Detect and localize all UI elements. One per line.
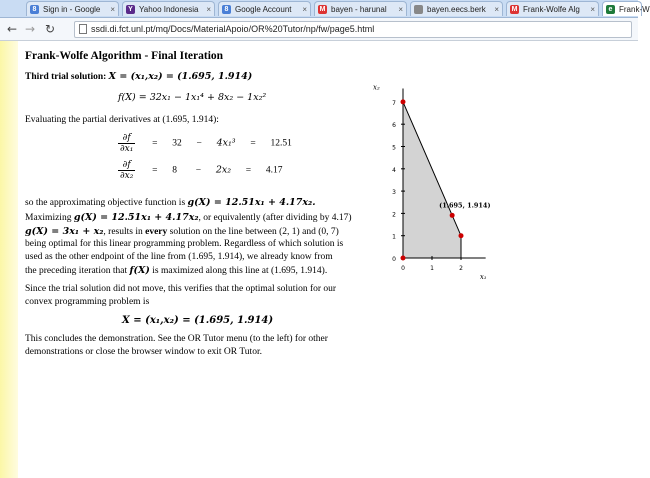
approx-text: so the approximating objective function is (25, 198, 188, 208)
tab-label: bayen - harunal (331, 5, 387, 14)
optimal-solution: X = (x₁,x₂) = (1.695, 1.914) (122, 315, 274, 326)
partial-derivative-x2 (118, 160, 283, 181)
browser-tab[interactable] (410, 1, 503, 16)
text: is maximized along this line at (1.695, 1.914). (149, 266, 328, 276)
minus-sign: − (195, 165, 202, 176)
equals-sign: = (245, 165, 252, 176)
x-tick-label: 1 (430, 265, 434, 272)
approx-objective-line (25, 197, 316, 208)
equals-sign: = (250, 138, 256, 149)
third-trial-line (25, 71, 252, 82)
reload-icon[interactable]: ↻ (44, 22, 56, 36)
page-icon (79, 24, 87, 34)
x-tick-label: 0 (401, 265, 405, 272)
google-icon: 8 (222, 5, 231, 14)
term-constant: 32 (172, 138, 182, 149)
browser-tab[interactable] (602, 1, 650, 16)
partial-derivative-x1 (118, 133, 292, 154)
derivative-result: 4.17 (265, 165, 283, 176)
expr: g(X) = 12.51x₁ + 4.17x₂ (73, 212, 199, 223)
left-frame-strip (0, 41, 18, 478)
conclusion-line-2: demonstrations or close the browser window to exit OR Tutor. (25, 347, 262, 357)
text: , or equivalently (after dividing by 4.17) (198, 213, 352, 223)
gmail-icon: M (319, 6, 326, 13)
solution-point (401, 256, 406, 261)
fraction-numerator: ∂f (118, 133, 135, 144)
solution-point (401, 99, 406, 104)
text: , results in (103, 227, 146, 237)
since-line-1: Since the trial solution did not move, this verifies that the optimal solution for our (25, 284, 337, 294)
close-tab-icon[interactable]: × (206, 5, 211, 14)
close-tab-icon[interactable]: × (590, 5, 595, 14)
derivative-result: 12.51 (270, 138, 292, 149)
y-tick-label: 7 (392, 99, 396, 107)
fraction-denominator: ∂x₂ (120, 171, 134, 181)
maximizing-line-5 (25, 265, 327, 276)
derivative-fraction (118, 160, 135, 181)
close-tab-icon[interactable]: × (398, 5, 403, 14)
fraction-denominator: ∂x₁ (120, 144, 134, 154)
maximizing-line-2 (25, 226, 339, 237)
equals-sign: = (152, 165, 158, 176)
document-icon (414, 5, 423, 14)
x-axis-label: x₁ (479, 273, 487, 281)
y-tick-label: 6 (392, 122, 396, 130)
x-tick-label: 2 (459, 265, 463, 272)
maximizing-line-3: being optimal for this linear programming problem. Regardless of which solution is (25, 239, 344, 249)
y-axis-label: x₂ (373, 83, 380, 92)
excel-icon: e (606, 5, 615, 14)
solution-point (459, 233, 464, 238)
bold-word: every (145, 227, 168, 237)
y-tick-label: 0 (392, 256, 396, 263)
solution-point (450, 213, 455, 218)
close-tab-icon[interactable]: × (494, 5, 499, 14)
address-bar (0, 18, 638, 41)
browser-tab[interactable] (218, 1, 311, 16)
feasible-region-graph (360, 80, 500, 290)
derivative-fraction (118, 133, 135, 154)
point-label: (1.695, 1.914) (439, 201, 491, 210)
url-input[interactable] (74, 21, 632, 38)
y-tick-label: 3 (392, 189, 396, 197)
y-tick-label: 2 (392, 211, 396, 219)
tab-label: Yahoo Indonesia (139, 5, 199, 14)
term-variable: 4x₁³ (216, 137, 236, 149)
minus-sign: − (196, 138, 202, 149)
gmail-icon: M (511, 6, 518, 13)
tab-label: Google Account (235, 5, 292, 14)
tab-label: Frank-Wolfe Alg (523, 5, 580, 14)
tab-strip (0, 0, 650, 18)
fraction-numerator: ∂f (118, 160, 135, 171)
browser-tab[interactable] (314, 1, 407, 16)
term-variable: 2x₂ (215, 164, 232, 176)
since-line-2: convex programming problem is (25, 297, 150, 307)
evaluating-text: Evaluating the partial derivatives at (1.695, 1.914): (25, 115, 219, 125)
y-tick-label: 4 (392, 166, 396, 174)
objective-function: f(X) = 32x₁ − 1x₁⁴ + 8x₂ − 1x₂² (118, 92, 267, 103)
third-trial-label: Third trial solution: (25, 72, 107, 82)
expr: g(X) = 3x₁ + x₂ (25, 226, 104, 237)
page-title: Frank-Wolfe Algorithm - Final Iteration (25, 50, 224, 62)
forward-arrow-icon[interactable]: → (24, 22, 36, 36)
browser-tab[interactable] (122, 1, 215, 16)
y-tick-label: 5 (392, 144, 396, 152)
feasible-region (403, 102, 461, 258)
text: solution on the line between (2, 1) and (0, 7) (167, 227, 339, 237)
maximizing-line-4: used as the other endpoint of the line from (1.695, 1.914), we already know from (25, 252, 333, 262)
term-constant: 8 (172, 165, 177, 176)
tab-label: Frank-W (619, 5, 650, 14)
back-arrow-icon[interactable]: ← (6, 22, 18, 36)
y-tick-label: 1 (392, 233, 396, 241)
tab-label: Sign in - Google (43, 5, 101, 14)
browser-tab[interactable] (26, 1, 119, 16)
text: the preceding iteration that (25, 266, 130, 276)
yahoo-icon: Y (126, 5, 135, 14)
conclusion-line-1: This concludes the demonstration. See the OR Tutor menu (to the left) for other (25, 334, 328, 344)
google-icon: 8 (30, 5, 39, 14)
close-tab-icon[interactable]: × (110, 5, 115, 14)
equals-sign: = (152, 138, 158, 149)
browser-tab[interactable] (506, 1, 599, 16)
close-tab-icon[interactable]: × (302, 5, 307, 14)
expr: f(X) (129, 265, 150, 276)
approx-expr: g(X) = 12.51x₁ + 4.17x₂. (187, 197, 316, 208)
url-text: ssdi.di.fct.unl.pt/mq/Docs/MaterialApoio/OR%20Tutor/np/fw/page5.html (91, 24, 375, 34)
text: Maximizing (25, 213, 74, 223)
third-trial-expr: X = (x₁,x₂) = (1.695, 1.914) (108, 71, 253, 82)
maximizing-line-1 (25, 212, 352, 223)
tab-label: bayen.eecs.berk (427, 5, 486, 14)
